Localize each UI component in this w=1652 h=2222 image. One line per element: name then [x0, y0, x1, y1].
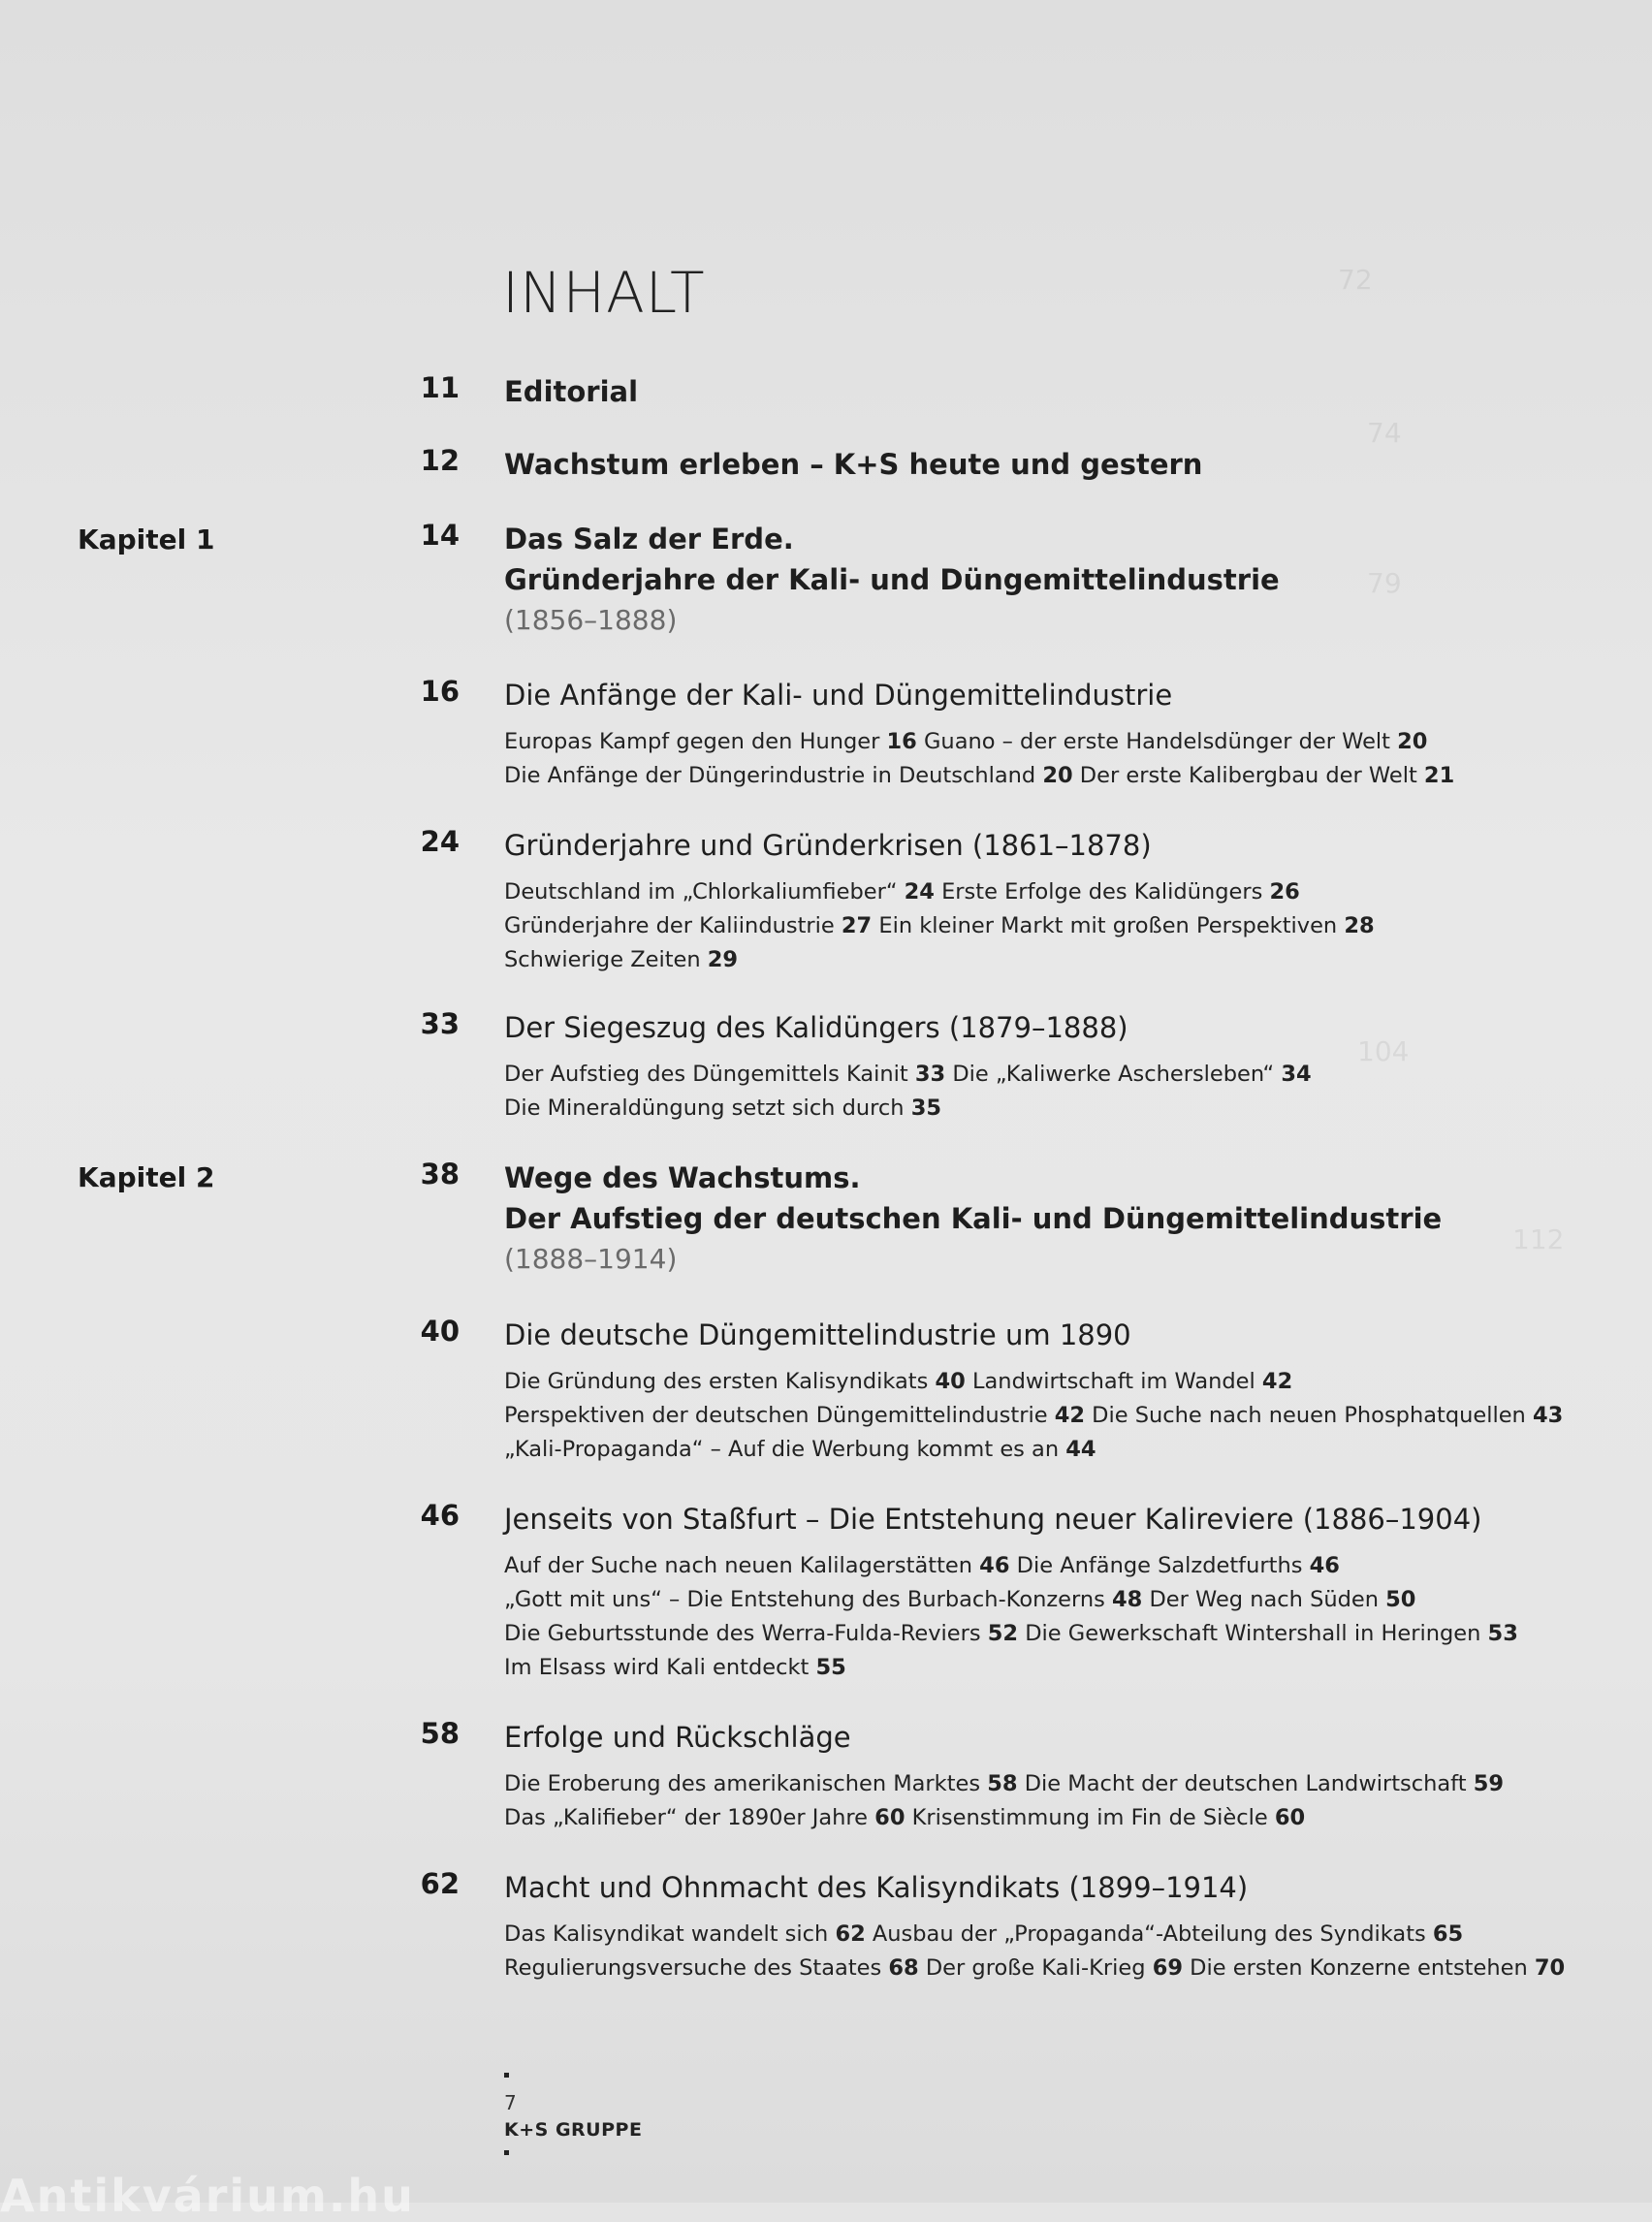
subentry-page-ref: 65 — [1432, 1921, 1464, 1947]
toc-subentry-line[interactable] — [504, 1549, 1609, 1583]
toc-subentries — [504, 1918, 1609, 1985]
page-title: INHALT — [502, 260, 706, 326]
subentry-text: „Kali-Propaganda“ – Auf die Werbung kommt es an — [504, 1437, 1066, 1462]
subentry-page-ref: 62 — [835, 1921, 866, 1947]
subentry-page-ref: 29 — [707, 947, 739, 972]
subentry-text: Ein kleiner Markt mit großen Perspektiven — [872, 913, 1345, 938]
subentry-text: Der große Kali-Krieg — [918, 1955, 1153, 1981]
subentry-text: Auf der Suche nach neuen Kalilagerstätten — [504, 1553, 980, 1578]
toc-subentries — [504, 1058, 1609, 1126]
toc-heading: Die deutsche Düngemittelindustrie um 1890 — [504, 1318, 1131, 1351]
toc-subentry-line[interactable] — [504, 759, 1609, 793]
toc-page-number: 33 — [420, 1007, 460, 1040]
subentry-page-ref: 58 — [987, 1771, 1018, 1796]
toc-subentries — [504, 1549, 1609, 1685]
subentry-text: Gründerjahre der Kaliindustrie — [504, 913, 842, 938]
footer-bullet — [504, 2073, 509, 2078]
chapter-label: Kapitel 1 — [78, 524, 215, 556]
show-through-text: 72 — [1338, 264, 1373, 296]
subentry-text: Die Eroberung des amerikanischen Marktes — [504, 1771, 988, 1796]
subentry-page-ref: 46 — [1309, 1553, 1340, 1578]
toc-subentries — [504, 725, 1609, 793]
toc-page-number: 38 — [420, 1158, 460, 1190]
subentry-text: Die ersten Konzerne entstehen — [1183, 1955, 1535, 1981]
subentry-text: Die Suche nach neuen Phosphatquellen — [1085, 1403, 1533, 1428]
toc-subentry-line[interactable] — [504, 725, 1609, 759]
show-through-text: 104 — [1357, 1035, 1410, 1067]
subentry-page-ref: 52 — [987, 1621, 1019, 1646]
toc-subentry-line[interactable] — [504, 1952, 1609, 1985]
subentry-text: Das „Kalifieber“ der 1890er Jahre — [504, 1805, 875, 1830]
subentry-text: Die Geburtsstunde des Werra-Fulda-Reviers — [504, 1621, 988, 1646]
subentry-text: Europas Kampf gegen den Hunger — [504, 729, 887, 754]
show-through-text: 79 — [1367, 567, 1402, 599]
subentry-text: Erste Erfolge des Kalidüngers — [934, 879, 1270, 905]
subentry-text: Krisenstimmung im Fin de Siècle — [905, 1805, 1275, 1830]
toc-page-number: 58 — [420, 1717, 460, 1750]
toc-page-number: 11 — [420, 371, 460, 404]
subentry-page-ref: 20 — [1397, 729, 1428, 754]
toc-subentries — [504, 1767, 1609, 1835]
toc-subentry-line[interactable] — [504, 1365, 1609, 1399]
page-number: 7 — [504, 2091, 517, 2114]
subentry-text: Der erste Kalibergbau der Welt — [1072, 763, 1424, 788]
toc-subentry-line[interactable] — [504, 1801, 1609, 1835]
toc-subentry-line[interactable] — [504, 1583, 1609, 1617]
subentry-page-ref: 55 — [815, 1655, 846, 1680]
subentry-text: Der Aufstieg des Düngemittels Kainit — [504, 1062, 915, 1087]
subentry-text: Ausbau der „Propaganda“-Abteilung des Syndikats — [865, 1921, 1433, 1947]
subentry-text: Die Anfänge Salzdetfurths — [1009, 1553, 1310, 1578]
subentry-page-ref: 46 — [979, 1553, 1010, 1578]
show-through-text: 74 — [1367, 417, 1402, 449]
subentry-page-ref: 40 — [935, 1369, 966, 1394]
toc-page-number: 16 — [420, 675, 460, 708]
toc-page-number: 12 — [420, 444, 460, 477]
toc-subentry-line[interactable] — [504, 1092, 1609, 1126]
brand-name: K+S GRUPPE — [504, 2119, 643, 2141]
subentry-page-ref: 42 — [1261, 1369, 1293, 1394]
subentry-page-ref: 20 — [1042, 763, 1073, 788]
toc-subentry-line[interactable] — [504, 875, 1609, 909]
subentry-text: Im Elsass wird Kali entdeckt — [504, 1655, 816, 1680]
subentry-text: Schwierige Zeiten — [504, 947, 708, 972]
toc-subentry-line[interactable] — [504, 1433, 1609, 1467]
watermark: Antikvárium.hu — [0, 2170, 415, 2222]
subentry-page-ref: 34 — [1281, 1062, 1312, 1087]
toc-heading: Jenseits von Staßfurt – Die Entstehung neuer Kalireviere (1886–1904) — [504, 1503, 1482, 1536]
subentry-text: Das Kalisyndikat wandelt sich — [504, 1921, 836, 1947]
subentry-page-ref: 68 — [888, 1955, 919, 1981]
toc-subentry-line[interactable] — [504, 909, 1609, 943]
subentry-page-ref: 33 — [914, 1062, 946, 1087]
toc-subentry-line[interactable] — [504, 1767, 1609, 1801]
subentry-text: Die Mineraldüngung setzt sich durch — [504, 1095, 911, 1121]
subentry-page-ref: 21 — [1423, 763, 1455, 788]
toc-subentries — [504, 875, 1609, 977]
show-through-text: 112 — [1512, 1223, 1565, 1255]
toc-heading: Die Anfänge der Kali- und Düngemittelindustrie — [504, 679, 1173, 712]
toc-heading: Macht und Ohnmacht des Kalisyndikats (1899–1914) — [504, 1871, 1249, 1904]
toc-years: (1888–1914) — [504, 1243, 678, 1275]
toc-years: (1856–1888) — [504, 604, 678, 636]
subentry-page-ref: 48 — [1112, 1587, 1143, 1612]
toc-subentry-line[interactable] — [504, 1651, 1609, 1685]
toc-heading: Editorial — [504, 375, 639, 408]
toc-heading-line2: Der Aufstieg der deutschen Kali- und Düngemittelindustrie — [504, 1202, 1443, 1235]
toc-page-number: 40 — [420, 1315, 460, 1348]
toc-page-number: 62 — [420, 1867, 460, 1900]
subentry-text: „Gott mit uns“ – Die Entstehung des Burbach-Konzerns — [504, 1587, 1112, 1612]
toc-heading-line2: Gründerjahre der Kali- und Düngemittelindustrie — [504, 563, 1280, 596]
footer-bullet — [504, 2150, 509, 2155]
subentry-text: Die „Kaliwerke Aschersleben“ — [945, 1062, 1282, 1087]
subentry-page-ref: 43 — [1532, 1403, 1564, 1428]
subentry-page-ref: 16 — [886, 729, 917, 754]
subentry-page-ref: 26 — [1269, 879, 1300, 905]
subentry-text: Guano – der erste Handelsdünger der Welt — [916, 729, 1398, 754]
toc-heading: Wachstum erleben – K+S heute und gestern — [504, 448, 1203, 481]
subentry-text: Die Anfänge der Düngerindustrie in Deutschland — [504, 763, 1043, 788]
subentry-page-ref: 50 — [1385, 1587, 1416, 1612]
subentry-page-ref: 69 — [1152, 1955, 1183, 1981]
subentry-text: Die Macht der deutschen Landwirtschaft — [1017, 1771, 1474, 1796]
subentry-text: Perspektiven der deutschen Düngemittelindustrie — [504, 1403, 1055, 1428]
subentry-text: Die Gewerkschaft Wintershall in Heringen — [1018, 1621, 1488, 1646]
toc-heading: Das Salz der Erde. — [504, 523, 794, 556]
toc-subentry-line[interactable] — [504, 1399, 1609, 1433]
toc-page-number: 14 — [420, 519, 460, 552]
subentry-page-ref: 59 — [1473, 1771, 1504, 1796]
subentry-text: Landwirtschaft im Wandel — [965, 1369, 1262, 1394]
toc-page-number: 46 — [420, 1499, 460, 1532]
subentry-page-ref: 60 — [874, 1805, 905, 1830]
subentry-page-ref: 53 — [1487, 1621, 1518, 1646]
toc-heading: Erfolge und Rückschläge — [504, 1721, 851, 1754]
subentry-page-ref: 42 — [1054, 1403, 1086, 1428]
toc-subentry-line[interactable] — [504, 943, 1609, 977]
subentry-page-ref: 28 — [1344, 913, 1375, 938]
toc-page-number: 24 — [420, 825, 460, 858]
subentry-page-ref: 27 — [841, 913, 873, 938]
toc-subentry-line[interactable] — [504, 1617, 1609, 1651]
toc-subentry-line[interactable] — [504, 1918, 1609, 1952]
subentry-page-ref: 70 — [1534, 1955, 1566, 1981]
subentry-page-ref: 35 — [910, 1095, 941, 1121]
toc-heading: Wege des Wachstums. — [504, 1161, 861, 1194]
chapter-label: Kapitel 2 — [78, 1161, 215, 1193]
toc-heading: Gründerjahre und Gründerkrisen (1861–1878) — [504, 829, 1152, 862]
subentry-page-ref: 24 — [904, 879, 935, 905]
subentry-text: Der Weg nach Süden — [1142, 1587, 1386, 1612]
subentry-text: Regulierungsversuche des Staates — [504, 1955, 889, 1981]
subentry-page-ref: 44 — [1065, 1437, 1096, 1462]
toc-subentry-line[interactable] — [504, 1058, 1609, 1092]
toc-subentries — [504, 1365, 1609, 1467]
subentry-text: Deutschland im „Chlorkaliumfieber“ — [504, 879, 905, 905]
toc-heading: Der Siegeszug des Kalidüngers (1879–1888) — [504, 1011, 1128, 1044]
subentry-text: Die Gründung des ersten Kalisyndikats — [504, 1369, 936, 1394]
subentry-page-ref: 60 — [1274, 1805, 1306, 1830]
